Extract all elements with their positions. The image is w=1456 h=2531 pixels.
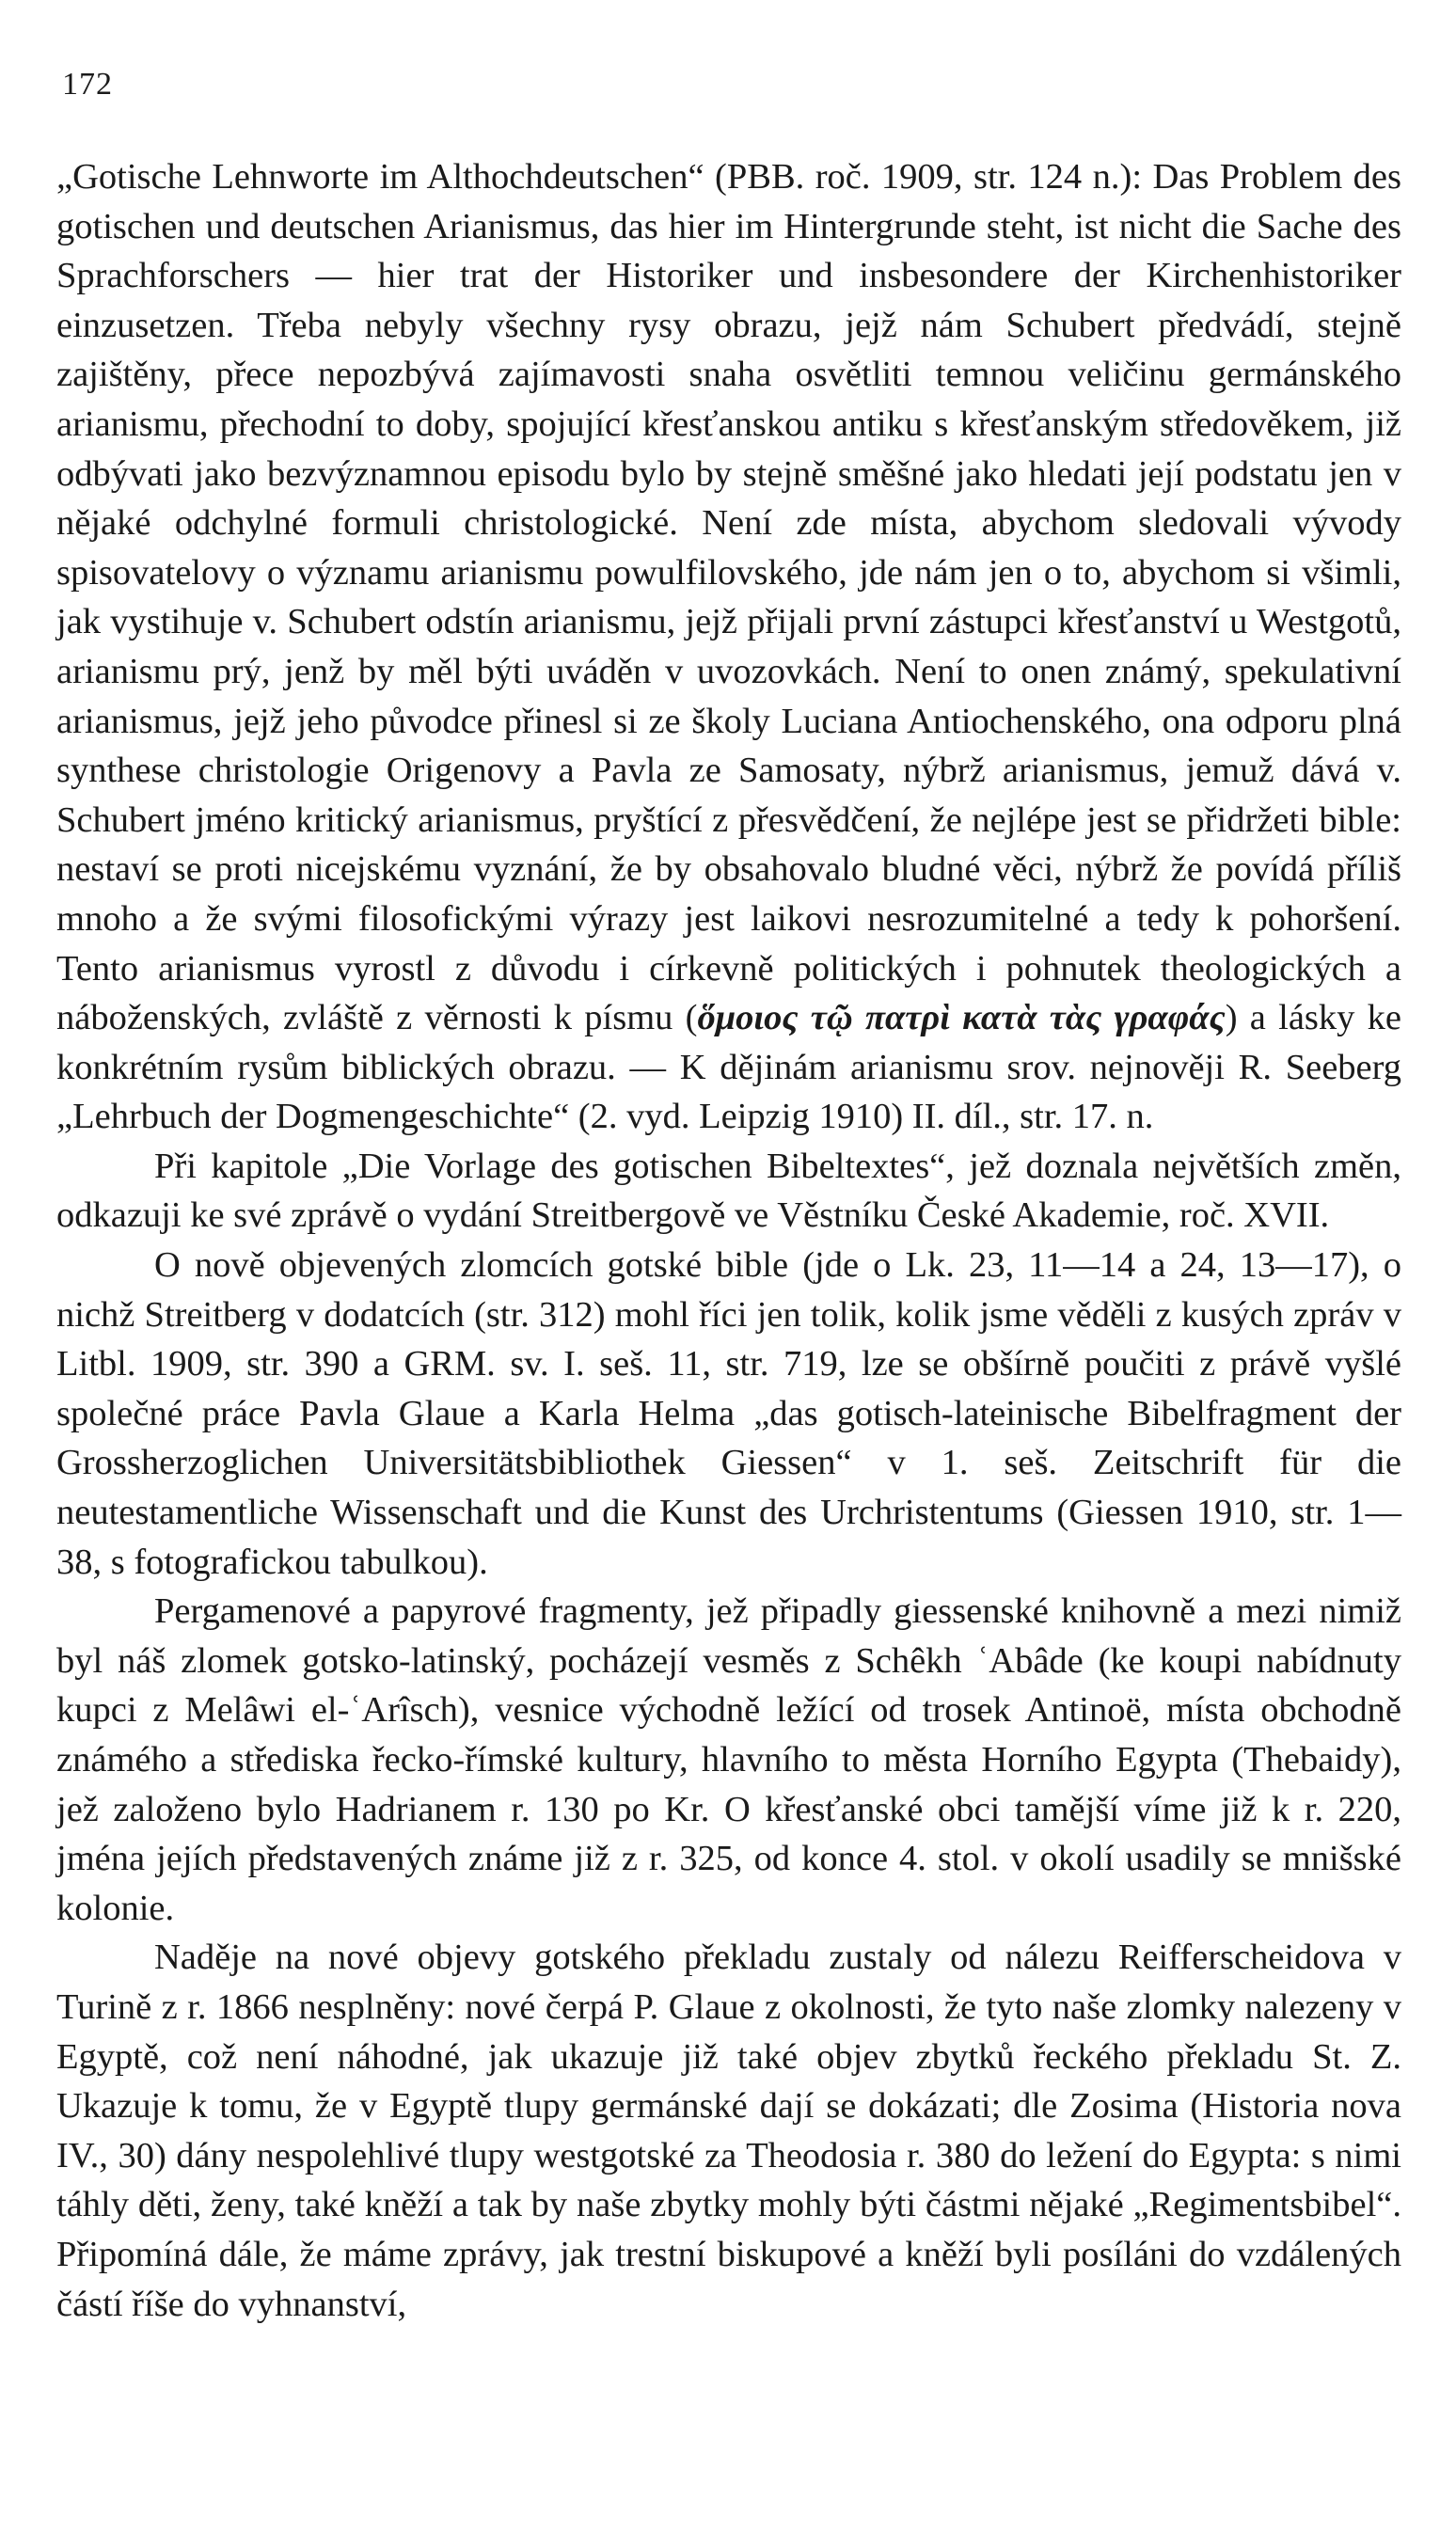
paragraph-text: Při kapitole „Die Vorlage des gotischen Bibeltextes“, jež doznala největších změn, odkazuji ke své zprávě o vydání Streitbergově ve Věstníku České Akademie, roč. XVII. (56, 1146, 1401, 1236)
paragraph-text: O nově objevených zlomcích gotské bible (jde o Lk. 23, 11—14 a 24, 13—17), o nichž Streitberg v dodatcích (str. 312) mohl říci jen tolik, kolik jsme věděli z kusých zpráv v Litbl. 1909, str. 390 a GRM. sv. I. seš. 11, str. 719, lze se obšírně poučiti z právě vyšlé společné práce Pavla Glaue a Karla Helma „das gotisch-lateinische Bibelfragment der Grossherzoglichen Universitätsbibliothek Giessen“ v 1. seš. Zeitschrift für die neutestamentliche Wissenschaft und die Kunst des Urchristentums (Giessen 1910, str. 1—38, s fotografickou tabulkou). (56, 1245, 1401, 1582)
document-page (56, 66, 1401, 2329)
paragraph (56, 1587, 1401, 1933)
paragraph (56, 1933, 1401, 2329)
page-number: 172 (62, 67, 113, 102)
paragraph-text: Pergamenové a papyrové fragmenty, jež připadly giessenské knihovně a mezi nimiž byl náš zlomek gotsko-latinský, pocházejí vesměs z Schêkh ʿAbâde (ke koupi nabídnuty kupci z Melâwi el-ʿArîsch), vesnice východně ležící od trosek Antinoë, místa obchodně známého a střediska řecko-římské kultury, hlavního to města Horního Egypta (Thebaidy), jež založeno bylo Hadrianem r. 130 po Kr. O křesťanské obci tamější víme již k r. 220, jména jejích představených známe již z r. 325, od konce 4. stol. v okolí usadily se mnišské kolonie. (56, 1591, 1401, 1928)
paragraph (56, 152, 1401, 1142)
paragraph (56, 1142, 1401, 1241)
paragraph-text: Naděje na nové objevy gotského překladu zustaly od nálezu Reifferscheidova v Turině z r. 1866 nesplněny: nové čerpá P. Glaue z okolnosti, že tyto naše zlomky nalezeny v Egyptě, což není náhodné, jak ukazuje již také objev zbytků řeckého překladu St. Z. Ukazuje k tomu, že v Egyptě tlupy germánské dají se dokázati; dle Zosima (Historia nova IV., 30) dány nespolehlivé tlupy westgotské za Theodosia r. 380 do ležení do Egypta: s nimi táhly děti, ženy, také kněží a tak by naše zbytky mohly býti částmi nějaké „Regimentsbibel“. Připomíná dále, že máme zprávy, jak trestní biskupové a kněží byli posíláni do vzdálených částí říše do vyhnanství, (56, 1938, 1401, 2324)
paragraph-text: „Gotische Lehnworte im Althochdeutschen“ (PBB. roč. 1909, str. 124 n.): Das Problem des gotischen und deutschen Arianismus, das hier im Hintergrunde steht, ist nicht die Sache des Sprachforschers — hier trat der Historiker und insbesondere der Kirchenhistoriker einzusetzen. Třeba nebyly všechny rysy obrazu, jejž nám Schubert předvádí, stejně zajištěny, přece nepozbývá zajímavosti snaha osvětliti temnou veličinu germánského arianismu, přechodní to doby, spojující křesťanskou antiku s křesťanským středověkem, již odbývati jako bezvýznamnou episodu bylo by stejně směšné jako hledati její podstatu jen v nějaké odchylné formuli christologické. Není zde místa, abychom sledovali vývody spisovatelovy o významu arianismu powulfilovského, jde nám jen o to, abychom si všimli, jak vystihuje v. Schubert odstín arianismu, jejž přijali první zástupci křesťanství u Westgotů, arianismu prý, jenž by měl býti uváděn v uvozovkách. Není to onen známý, spekulativní arianismus, jejž jeho původce přinesl si ze školy Luciana Antiochenského, ona odporu plná synthese christologie Origenovy a Pavla ze Samosaty, nýbrž arianismus, jemuž dává v. Schubert jméno kritický arianismus, pryštící z přesvědčení, že nejlépe jest se přidržeti bible: nestaví se proti nicejskému vyznání, že by obsahovalo bludné věci, nýbrž že povídá příliš mnoho a že svými filosofickými výrazy jest laikovi nesrozumitelné a tedy k pohoršení. Tento arianismus vyrostl z důvodu i církevně politických i pohnutek theologických a náboženských, zvláště z věrnosti k písmu ( (56, 157, 1401, 1038)
paragraph-text: ) a lásky ke konkrétním rysům biblických obrazu. — K dějinám arianismu srov. nejnověji R. Seeberg „Lehrbuch der Dogmengeschichte“ (2. vyd. Leipzig 1910) II. díl., str. 17. n. (56, 998, 1401, 1137)
body-text (56, 152, 1401, 2329)
greek-quotation: ὅμοιος τῷ πατρὶ κατὰ τὰς γραφάς (697, 998, 1226, 1038)
paragraph (56, 1241, 1401, 1587)
